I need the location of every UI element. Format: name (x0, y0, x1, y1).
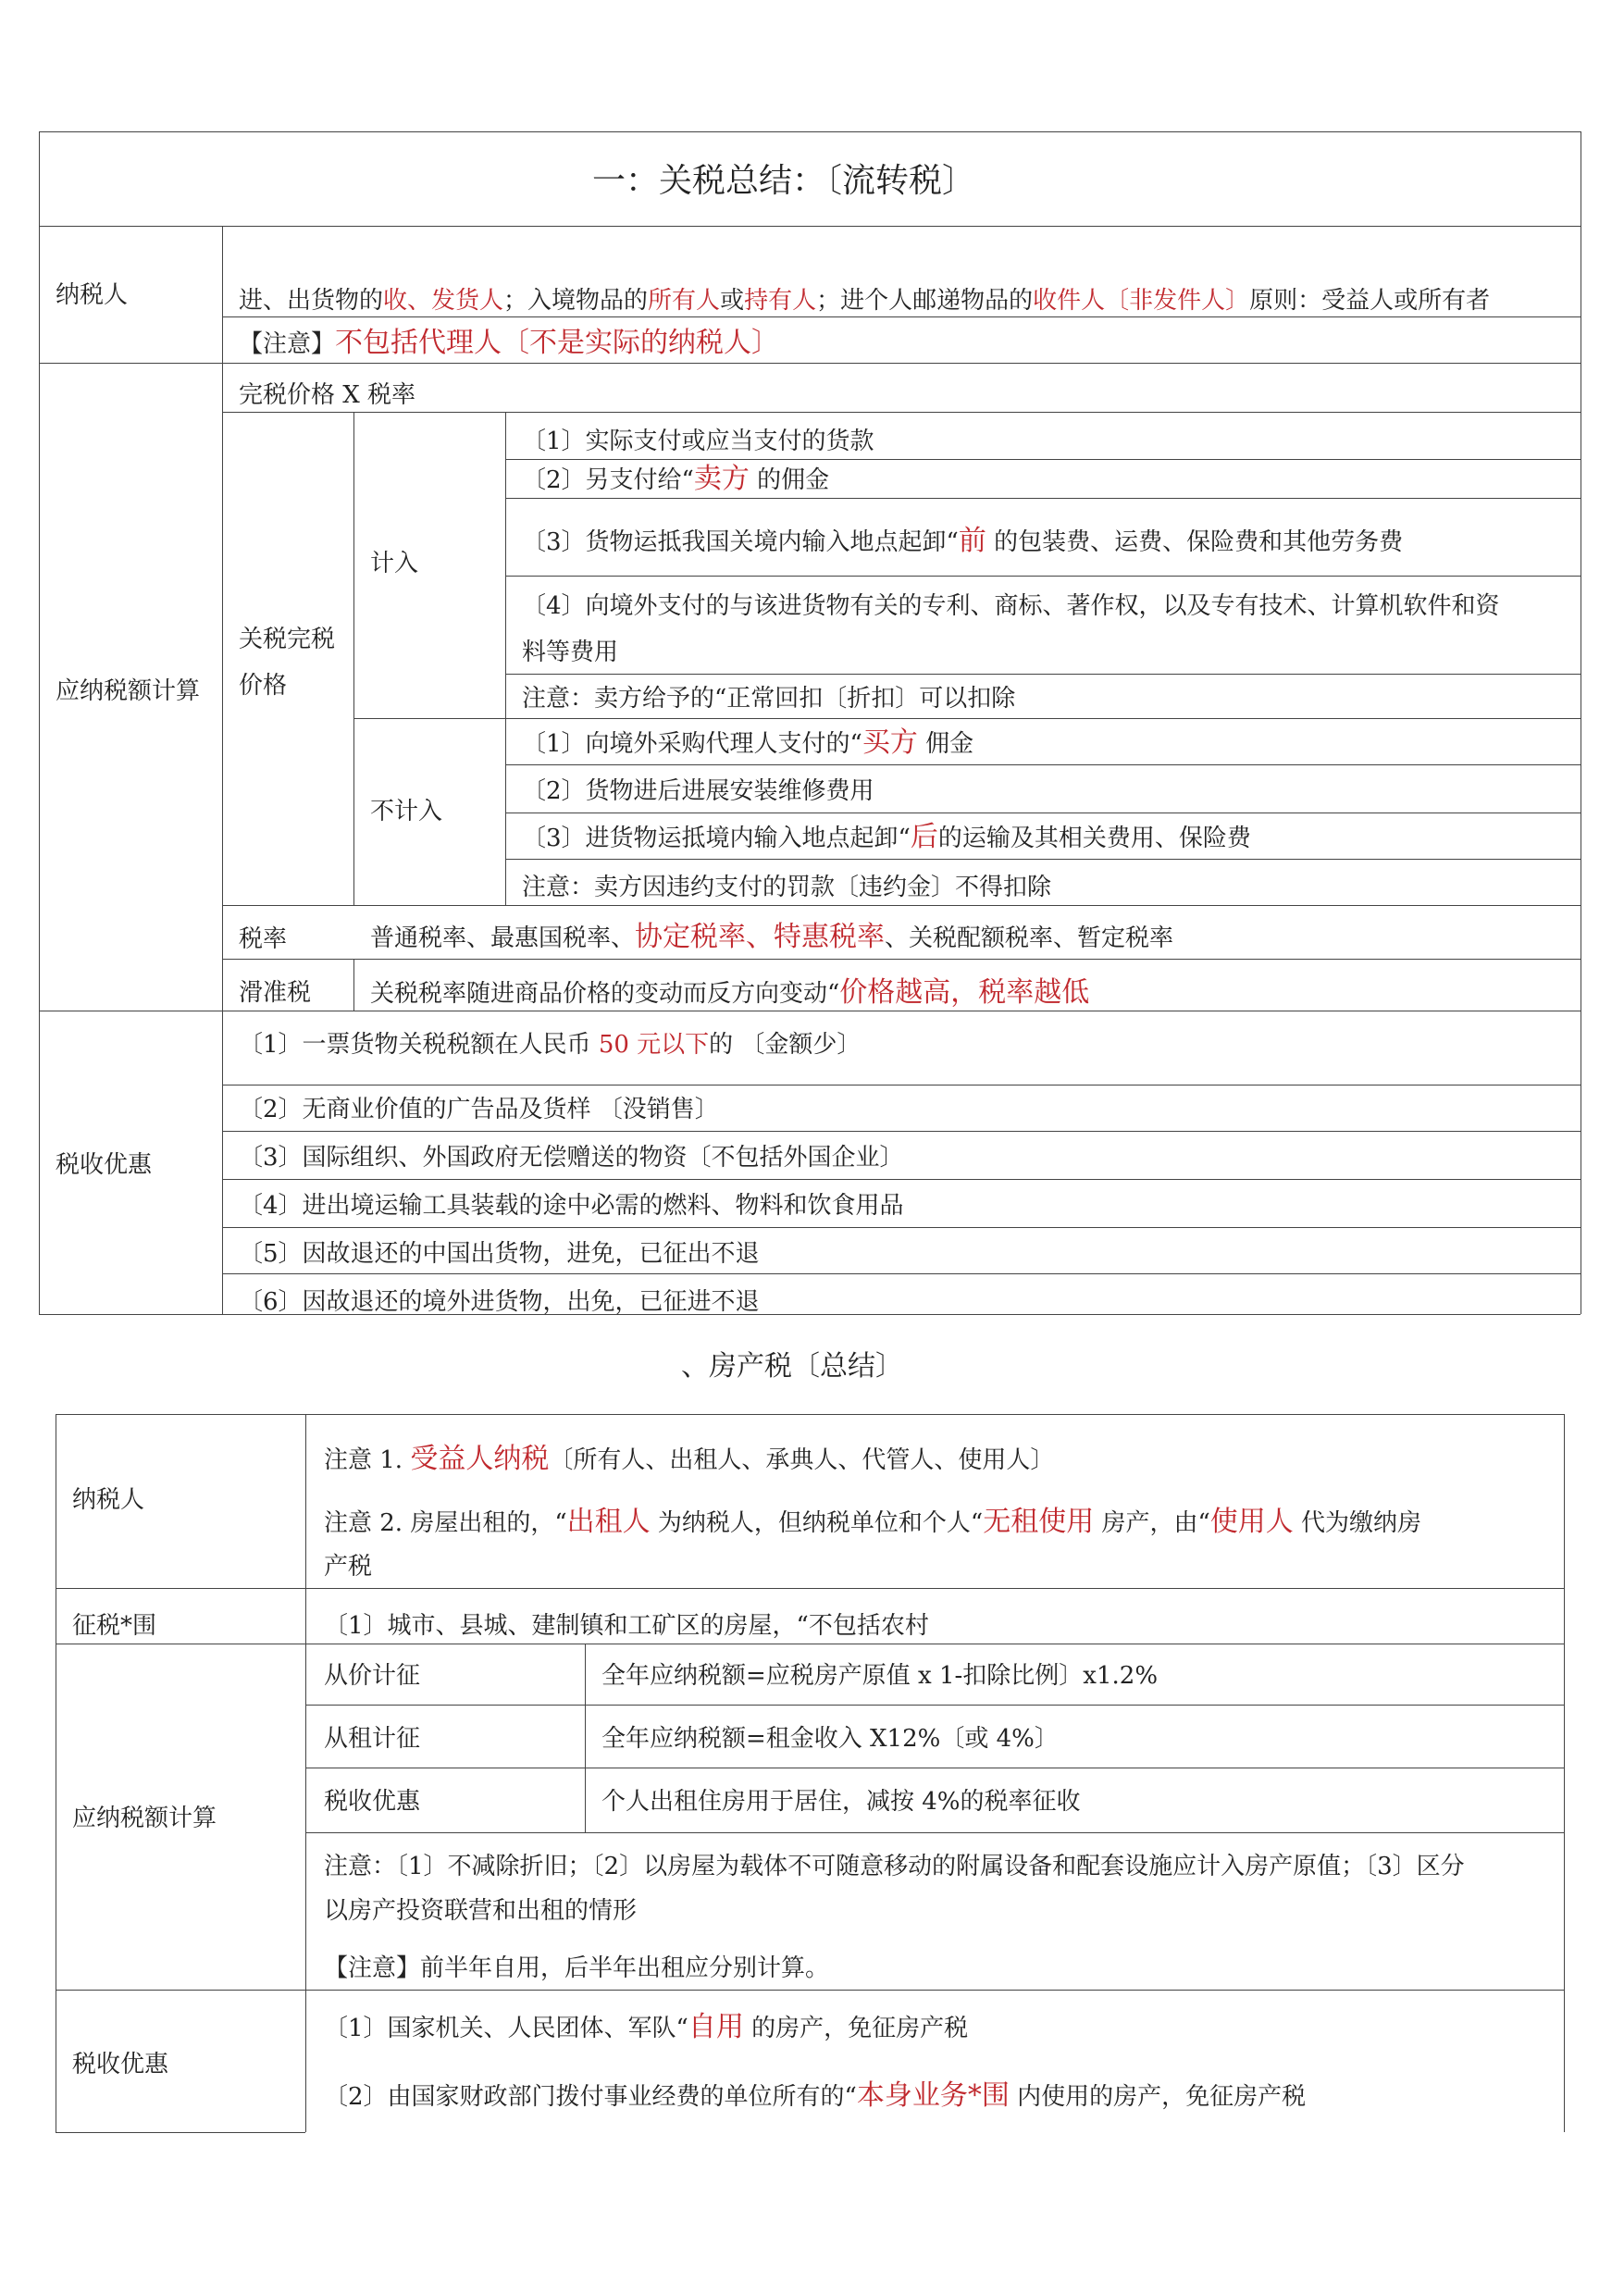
customs-taxpayer-note: 【注意】不包括代理人〔不是实际的纳税人〕 (239, 327, 780, 359)
include-item-4b: 料等费用 (522, 639, 619, 666)
property-scope-text: 〔1〕城市、县城、建制镇和工矿区的房屋，“不包括农村 (324, 1612, 929, 1640)
rate-label: 税率 (239, 925, 288, 953)
property-taxpayer-label: 纳税人 (72, 1486, 145, 1514)
customs-value-label-2: 价格 (239, 672, 288, 700)
exclude-note: 注意：卖方因违约支付的罚款〔违约金〕不得扣除 (522, 874, 1052, 901)
property-calc-label: 应纳税额计算 (72, 1805, 217, 1832)
calc-note-c: 【注意】前半年自用，后半年出租应分别计算。 (324, 1954, 830, 1982)
include-label: 计入 (370, 550, 419, 577)
customs-relief-2: 〔2〕无商业价值的广告品及货样 〔没销售〕 (239, 1096, 719, 1123)
include-item-3: 〔3〕货物运抵我国关境内输入地点起卸“前 的包装费、运费、保险费和其他劳务费 (522, 525, 1404, 557)
customs-taxpayer-line: 进、出货物的收、发货人；入境物品的所有人或持有人；进个人邮递物品的收件人〔非发件人〕原则：受益人或所有者 (239, 287, 1491, 315)
property-scope-label: 征税*围 (72, 1612, 157, 1640)
rent-formula: 全年应纳税额=租金收入 X12%〔或 4%〕 (601, 1725, 1059, 1753)
property-note-1: 注意 1. 受益人纳税〔所有人、出租人、承典人、代管人、使用人〕 (324, 1443, 1055, 1475)
include-item-2: 〔2〕另支付给“卖方 的佣金 (522, 463, 830, 495)
exclude-item-3: 〔3〕进货物运抵境内输入地点起卸“后的运输及其相关费用、保险费 (522, 821, 1251, 853)
rate-text: 普通税率、最惠国税率、协定税率、特惠税率、关税配额税率、暂定税率 (370, 921, 1174, 953)
ad-valorem-label: 从价计征 (324, 1662, 421, 1690)
exclude-item-1: 〔1〕向境外采购代理人支付的“买方 佣金 (522, 726, 974, 759)
inner-relief-label: 税收优惠 (324, 1788, 421, 1816)
property-relief-1: 〔1〕国家机关、人民团体、军队“自用 的房产，免征房产税 (324, 2011, 969, 2043)
inner-relief-text: 个人出租住房用于居住，减按 4%的税率征收 (601, 1788, 1081, 1816)
ad-valorem-formula: 全年应纳税额=应税房产原值 x 1-扣除比例〕x1.2% (601, 1662, 1159, 1690)
customs-value-label-1: 关税完税 (239, 626, 336, 653)
customs-taxpayer-label: 纳税人 (56, 281, 129, 309)
property-relief-2: 〔2〕由国家财政部门拨付事业经费的单位所有的“本身业务*围 内使用的房产，免征房产税 (324, 2079, 1307, 2112)
include-item-4a: 〔4〕向境外支付的与该进货物有关的专利、商标、著作权，以及专有技术、计算机软件和资 (522, 592, 1500, 620)
rent-label: 从租计征 (324, 1725, 421, 1753)
sliding-label: 滑准税 (239, 979, 312, 1007)
exclude-label: 不计入 (370, 798, 443, 825)
customs-formula: 完税价格 X 税率 (239, 381, 416, 409)
sliding-text: 关税税率随进商品价格的变动而反方向变动“价格越高，税率越低 (370, 976, 1090, 1009)
property-relief-label: 税收优惠 (72, 2051, 169, 2078)
include-note: 注意：卖方给予的“正常回扣〔折扣〕可以扣除 (522, 685, 1016, 713)
customs-relief-5: 〔5〕因故退还的中国出货物，进免，已征出不退 (239, 1240, 760, 1268)
customs-title: 一：关税总结：〔流转税〕 (592, 162, 976, 200)
customs-relief-6: 〔6〕因故退还的境外进货物，出免，已征进不退 (239, 1288, 760, 1316)
exclude-item-2: 〔2〕货物进后进展安装维修费用 (522, 777, 874, 805)
customs-relief-1: 〔1〕一票货物关税税额在人民币 50 元以下的 〔金额少〕 (239, 1031, 862, 1059)
note-tag: 【注意】 (239, 330, 336, 358)
calc-note-b: 以房产投资联营和出租的情形 (324, 1897, 638, 1925)
property-note-2b: 产税 (324, 1553, 373, 1581)
customs-relief-4: 〔4〕进出境运输工具装载的途中必需的燃料、物料和饮食用品 (239, 1192, 904, 1220)
property-note-2: 注意 2. 房屋出租的，“出租人 为纳税人，但纳税单位和个人“无租使用 房产，由“使用人 代为缴纳房 (324, 1506, 1422, 1538)
include-item-1: 〔1〕实际支付或应当支付的货款 (522, 428, 874, 455)
customs-relief-3: 〔3〕国际组织、外国政府无偿赠送的物资〔不包括外国企业〕 (239, 1144, 904, 1172)
customs-relief-label: 税收优惠 (56, 1151, 153, 1179)
property-title: 、房产税〔总结〕 (681, 1350, 903, 1383)
calc-note-a: 注意：〔1〕不减除折旧；〔2〕以房屋为载体不可随意移动的附属设备和配套设施应计入房产原值；〔3〕区分 (324, 1853, 1465, 1880)
customs-calc-label: 应纳税额计算 (56, 677, 201, 705)
